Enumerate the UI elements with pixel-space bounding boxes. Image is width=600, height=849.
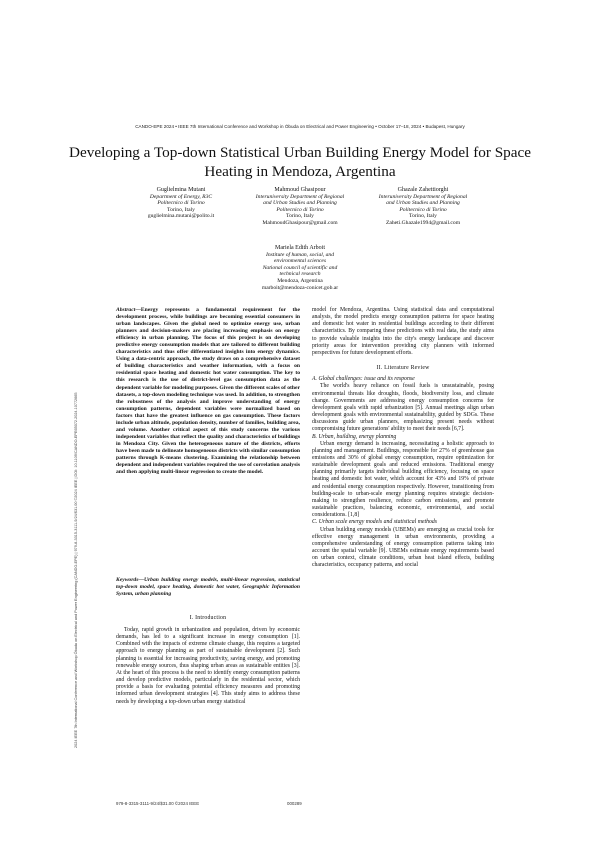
author-affiliation: environmental sciences — [273, 258, 327, 265]
subsection-heading: C. Urban scale energy models and statistical methods — [312, 519, 438, 526]
author-name: Mahmoud Ghasipour — [274, 187, 326, 193]
section-heading-introduction: I. Introduction — [189, 615, 227, 621]
abstract-label: Abstract — [116, 307, 136, 313]
paragraph: The world's heavy reliance on fossil fuels is unsustainable, posing environmental threats like droughts, floods, biodiversity loss, and climate change. Governments are addressing energy consumption concerns for development goals with rapid urbanization [5]. Annual meetings align urban development goals with environmental sustainability, guided by SDGs. These discussions guide urban planners, emphasizing present needs without compromising future generations' ability to meet their needs [6,7]. — [312, 383, 494, 433]
section-heading-literature-review: II. Literature Review — [376, 365, 430, 372]
paragraph: Urban building energy models (UBEMs) are emerging as crucial tools for effective energy management in urban environments, providing a comprehensive understanding of energy consumption patterns taking into account the spatial variable [9]. UBEMs estimate energy requirements based on urban context, climate conditions, urban heat island effects, building characteristics, occupancy patterns, and social — [312, 526, 494, 569]
right-column — [312, 307, 494, 569]
author-affiliation: Politecnico di Torino — [157, 200, 205, 207]
author-name: Ghazale Zahettiorghi — [397, 187, 449, 193]
author-affiliation: Politecnico di Torino — [399, 206, 447, 213]
author-email[interactable]: Zaheti.Ghazale1994@gmail.com — [385, 219, 461, 226]
abstract — [116, 307, 300, 476]
paragraph: model for Mendoza, Argentina. Using statistical data and computational analysis, the model predicts energy consumption patterns for space heating and domestic hot water in residential buildings according to their different characteristics. By comparing these predictions with real data, the study aims to provide valuable insights into the city's energy landscape and discover priority areas for intervention providing city planners with informed perspectives for future development efforts. — [312, 307, 494, 356]
author-email[interactable]: MahmoudGhasipour@gmail.com — [262, 219, 338, 226]
author-affiliation: and Urban Studies and Planning — [263, 200, 337, 207]
author-location: Torino, Italy — [409, 213, 437, 220]
author-name: Mariela Edith Arboit — [275, 245, 325, 251]
paragraph: Today, rapid growth in urbanization and population, driven by economic demands, has led to a significant increase in energy consumption [1]. Combined with the impacts of extreme climate change, this requires a targeted approach to energy planning as part of sustainable development [2]. Such planning is essential for increasing productivity, saving energy, and promoting renewable energy sources, thus shaping urban areas as sustainable entities [3]. At the heart of this process is the need to identify energy consumption patterns and develop predictive models, particularly in the residential sector, which provide a basis for evaluating potential efficiency measures and promoting informed urban development strategies [4]. This study aims to address these needs by developing a top-down urban energy statistical — [116, 627, 300, 705]
author-block — [238, 245, 362, 291]
author-affiliation: Interuniversity Department of Regional — [255, 193, 345, 200]
author-location: Torino, Italy — [286, 213, 314, 220]
author-location: Mendoza, Argentina — [277, 277, 323, 284]
author-name: Guglielmina Mutani — [156, 187, 206, 193]
author-affiliation: Department of Energy, R3C — [149, 193, 213, 200]
conference-header: CANDO-EPE 2024 • IEEE 7th International Conference and Workshop in Óbuda on Electrical and Power Engineering • October 17–18, 2024 • Budapest, Hungary — [135, 124, 465, 129]
subsection-heading: B. Urban, building, energy planning — [312, 433, 397, 440]
keywords — [116, 577, 300, 598]
subsection-heading: A. Global challenges: issue and its response — [312, 376, 415, 383]
page-number: 000289 — [287, 801, 302, 806]
footer-copyright: 979-8-3315-3111-9/24/$31.00 ©2024 IEEE — [116, 801, 200, 806]
author-affiliation: Interuniversity Department of Regional — [378, 193, 468, 200]
author-email[interactable]: marboit@mendoza-conicet.gob.ar — [261, 284, 339, 291]
author-affiliation: Politecnico di Torino — [276, 206, 324, 213]
keywords-label: Keywords — [116, 577, 139, 583]
author-block — [361, 187, 485, 227]
side-citation: 2024 IEEE 7th International Conference and Workshop Óbuda on Electrical and Power Engineering (CANDO-EPE) | 979-8-3315-3111-9/24/$31.00 ©2024 IEEE | DOI: 10.1109/CANDO-EPE65072.2024.10772665 — [74, 392, 78, 748]
author-affiliation: National council of scientific and — [262, 264, 338, 271]
author-affiliation: technical research — [279, 271, 321, 278]
intro-text — [116, 627, 300, 706]
paper-title: Developing a Top-down Statistical Urban Building Energy Model for Space Heating in Mendoza, Argentina — [69, 144, 531, 180]
author-block — [238, 187, 362, 227]
paragraph: Urban energy demand is increasing, necessitating a holistic approach to planning and management. Buildings, responsible for 27% of greenhouse gas emissions and 30% of global energy consumption, require optimization for sustainable development goals and reduced emissions. Traditional energy planning primarily targets individual building efficiency, focusing on space heating and domestic hot water, which account for 43% and 19% of private and residential energy consumption respectively. However, transitioning from building-scale to urban-scale energy planning requires strategic decision-making to strengthen resilience, reduce carbon emissions, and promote sustainable practices, balancing economic, environmental, and social considerations. [1,8] — [312, 440, 494, 519]
author-email[interactable]: guglielmina.mutani@polito.it — [147, 213, 215, 220]
author-affiliation: and Urban Studies and Planning — [386, 200, 460, 207]
author-location: Torino, Italy — [167, 206, 195, 213]
author-block — [121, 187, 241, 220]
keywords-text: —Urban building energy models, multi-linear regression, statistical top-down model, space heating, domestic hot water, Geographic Information System, urban planning — [116, 577, 300, 598]
abstract-text: —Energy represents a fundamental requirement for the development process, while buildings are becoming essential consumers in urban landscapes. Given the global need to optimize energy use, urban planners and decision-makers are placing increasing emphasis on energy efficiency in urban planning. The focus of this project is on developing predictive energy consumption models that are tailored to different building characteristics and thus offer differentiated insights into energy dynamics. Using a data-centric approach, the study draws on a comprehensive dataset of building characteristics and weather information, with a focus on residential space heating and domestic hot water consumption. The key to this research is the use of district-level gas consumption data as the dependent variable for modeling purposes. Given the different scales of other datasets, a top-down modeling technique was used. In addition, to strengthen the robustness of the analysis and improve understanding of energy consumption patterns, dependent variables were normalized based on factors that have the greatest influence on gas consumption. These factors include urban altitude, population density, number of families, building area, and volume. Another critical aspect of this study concerns the various independent variables that reflect the quality and characteristics of buildings in Mendoza City. Given the heterogeneous nature of the districts, efforts have been made to delineate homogeneous districts with similar consumption patterns through K-means clustering. Examining the relationship between dependent and independent variables required the use of correlation analysis and then applying multi-linear regression to create the model. — [116, 307, 300, 476]
author-affiliation: Institute of human, social, and — [265, 251, 335, 258]
